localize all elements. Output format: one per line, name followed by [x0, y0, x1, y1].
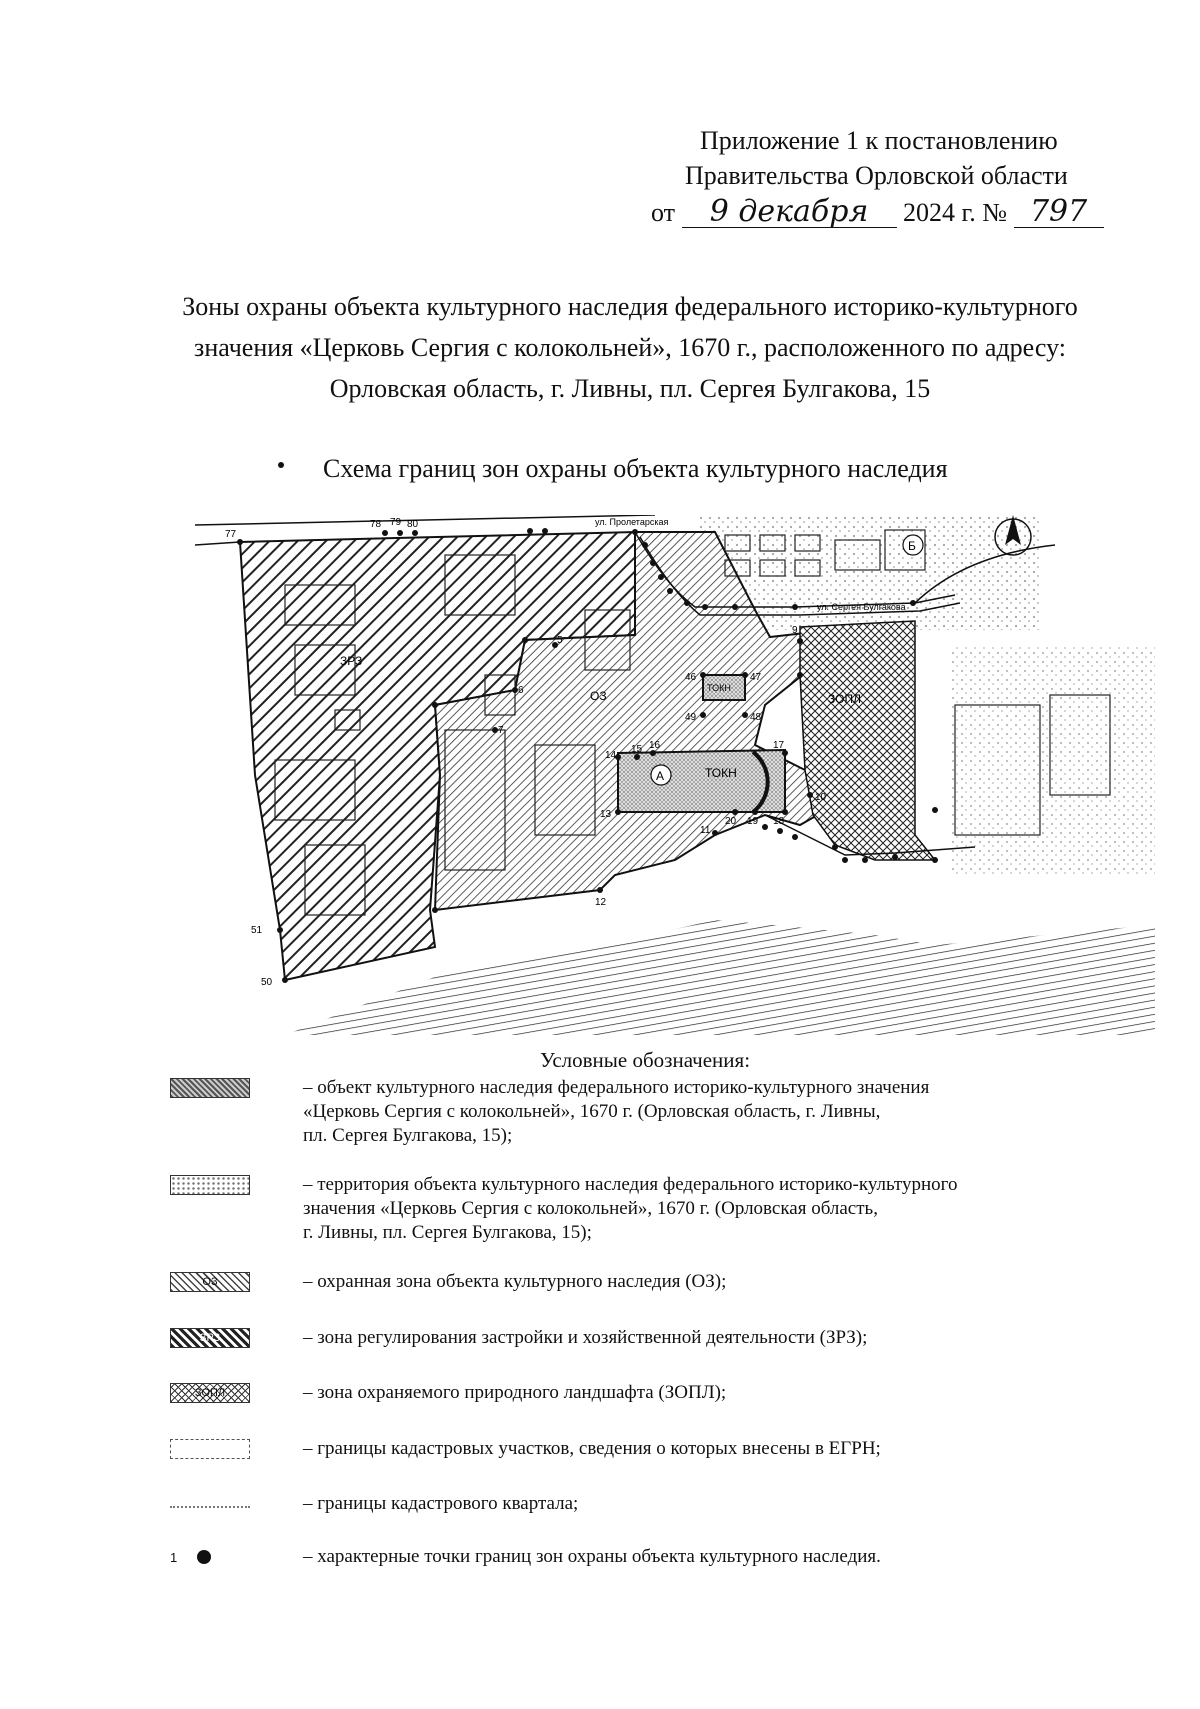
- point-label-9: 9: [792, 625, 798, 636]
- label-zopl: ЗОПЛ: [828, 692, 861, 706]
- legend-text-points: – характерные точки границ зон охраны объекта культурного наследия.: [303, 1546, 881, 1567]
- marker-a: [651, 765, 671, 785]
- svg-text:А: А: [656, 769, 665, 783]
- legend-symbol-zrz: ЗРЗ: [170, 1328, 250, 1348]
- point-label-54: 79: [390, 517, 402, 528]
- year-number-label: 2024 г. №: [903, 198, 1008, 227]
- legend-text-zopl: – зона охраняемого природного ландшафта (ЗОПЛ);: [303, 1382, 727, 1403]
- legend-text-zrz: – зона регулирования застройки и хозяйственной деятельности (ЗРЗ);: [303, 1327, 868, 1348]
- eastern-block-texture: [950, 645, 1155, 875]
- legend-symbol-territory: [170, 1175, 250, 1195]
- boundary-point-icon: [197, 1550, 211, 1564]
- point-label-6: 6: [518, 685, 524, 696]
- point-label-11: 11: [700, 825, 711, 836]
- point-label-50: 50: [261, 977, 273, 988]
- street-label-middle: ул. Сергея Булгакова: [817, 602, 906, 612]
- document-title: Зоны охраны объекта культурного наследия федерального историко-культурного значения «Церковь Сергия с колокольней», 1670 г., расположенного по адресу: Орловская область, г. Ливны, пл. Сергея Булгакова, 15: [182, 292, 1078, 403]
- legend-heading: Условные обозначения:: [540, 1048, 751, 1072]
- legend-symbol-cadastral-quarter: [170, 1494, 250, 1508]
- legend-point-number: 1: [170, 1549, 178, 1565]
- appendix-line-1: Приложение 1 к постановлению: [700, 126, 1058, 155]
- legend-text-cadastral-quarter: – границы кадастрового квартала;: [303, 1493, 579, 1514]
- legend-text-cadastral-plots: – границы кадастровых участков, сведения о которых внесены в ЕГРН;: [303, 1438, 881, 1459]
- legend-item: [170, 1545, 1130, 1575]
- point-label-46: 46: [685, 672, 697, 683]
- legend-symbol-points: [170, 1547, 250, 1567]
- label-zrz: ЗРЗ: [340, 654, 363, 668]
- legend-item: [170, 1270, 1130, 1300]
- handwritten-date: 9 декабря: [682, 197, 897, 228]
- point-label-52: 77: [225, 529, 237, 540]
- legend-item: [170, 1437, 1130, 1467]
- legend-symbol-object: [170, 1078, 250, 1098]
- zone-zopl: [800, 621, 935, 860]
- point-label-17: 17: [773, 740, 785, 751]
- point-label-12: 12: [595, 897, 607, 908]
- point-label-47: 47: [750, 672, 762, 683]
- handwritten-number: 797: [1014, 197, 1104, 228]
- appendix-date-line: [651, 194, 1104, 229]
- scan-dot: [278, 462, 284, 468]
- legend-item: [170, 1492, 1130, 1522]
- point-label-7: 7: [498, 725, 504, 736]
- legend-text-territory: – территория объекта культурного наследия федерального историко-культурного значения «Церковь Сергия с колокольней», 1670 г. (Орловская область, г. Ливны, пл. Сергея Булгакова, 15);: [303, 1174, 958, 1243]
- point-label-20: 20: [725, 816, 737, 827]
- point-label-13: 13: [600, 809, 612, 820]
- svg-text:Б: Б: [908, 539, 916, 553]
- marker-b: [903, 535, 923, 555]
- legend-symbol-oz: ОЗ: [170, 1272, 250, 1292]
- legend-text-oz: – охранная зона объекта культурного наследия (ОЗ);: [303, 1271, 727, 1292]
- street-label-top: ул. Пролетарская: [595, 517, 669, 527]
- legend-item: [170, 1326, 1130, 1356]
- label-tokn-small: ТОКН: [707, 683, 731, 693]
- point-label-49: 49: [685, 712, 697, 723]
- point-label-18: 18: [773, 816, 785, 827]
- point-label-19: 19: [747, 816, 759, 827]
- legend-symbol-zopl: ЗОПЛ: [170, 1383, 250, 1403]
- scheme-subtitle: Схема границ зон охраны объекта культурного наследия: [323, 454, 948, 483]
- point-label-51: 51: [251, 925, 263, 936]
- from-label: от: [651, 198, 676, 227]
- point-label-16: 16: [649, 740, 661, 751]
- point-label-15: 15: [631, 744, 643, 755]
- legend-item: [170, 1076, 1130, 1154]
- legend-text-object: – объект культурного наследия федерального историко-культурного значения «Церковь Сергия с колокольней», 1670 г. (Орловская область, г. Ливны, пл. Сергея Булгакова, 15);: [303, 1077, 930, 1146]
- zone-map: [195, 515, 1155, 1035]
- point-label-14: 14: [605, 750, 617, 761]
- point-label-55: 80: [407, 519, 419, 530]
- point-label-53: 78: [370, 519, 382, 530]
- point-label-10: 10: [815, 792, 827, 803]
- appendix-line-2: Правительства Орловской области: [685, 161, 1068, 190]
- label-oz: ОЗ: [590, 689, 607, 703]
- point-label-48: 48: [750, 712, 762, 723]
- legend-item: [170, 1173, 1130, 1251]
- label-tokn-main: ТОКН: [705, 766, 737, 780]
- legend-symbol-cadastral-plots: [170, 1439, 250, 1459]
- legend-item: [170, 1381, 1130, 1411]
- point-label-5: 5: [557, 635, 563, 646]
